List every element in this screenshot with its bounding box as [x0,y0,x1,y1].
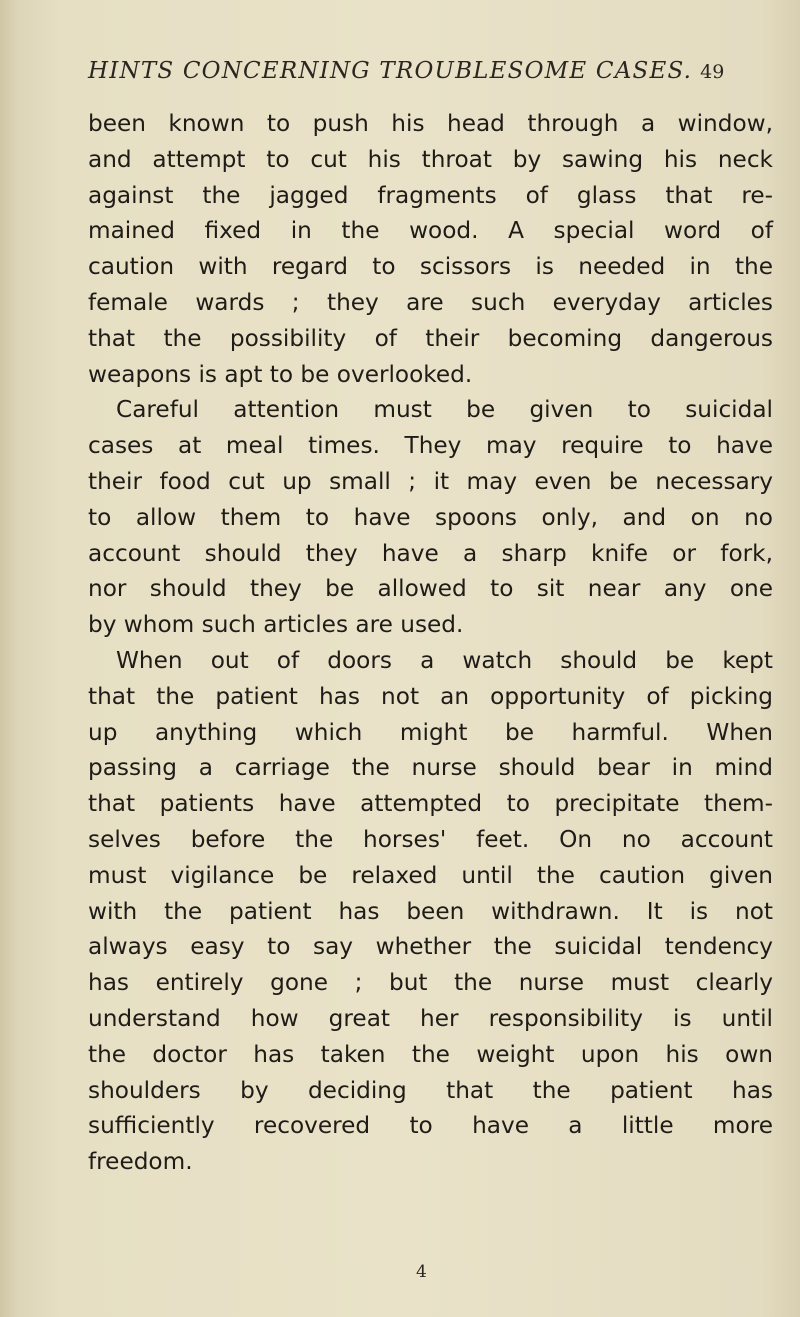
paragraph-first-line: Careful attention must be given to suicidal [116,396,773,424]
text-line: by whom such articles are used. [88,611,464,639]
text-line: and attempt to cut his throat by sawing his neck [88,145,773,173]
paragraph-first-line: When out of doors a watch should be kept [116,646,773,674]
body-text [88,106,773,1180]
text-line: passing a carriage the nurse should bear in mind [88,754,773,782]
text-line: female wards ; they are such everyday articles [88,288,773,316]
text-line: freedom. [88,1148,193,1176]
text-line: with the patient has been withdrawn. It is not [88,897,773,925]
text-line: always easy to say whether the suicidal tendency [88,933,773,961]
text-line: weapons is apt to be overlooked. [88,360,473,388]
text-line: that the patient has not an opportunity of picking [88,682,773,710]
text-line: their food cut up small ; it may even be necessary [88,467,773,495]
text-line: caution with regard to scissors is needed in the [88,253,773,281]
page-number: 49 [700,61,725,83]
text-line: selves before the horses' feet. On no account [88,825,773,853]
text-line: must vigilance be relaxed until the caution given [88,861,773,889]
text-line: has entirely gone ; but the nurse must clearly [88,969,773,997]
text-line: cases at meal times. They may require to have [88,432,773,460]
text-line: understand how great her responsibility is until [88,1004,773,1032]
text-line: nor should they be allowed to sit near any one [88,575,773,603]
text-line: that the possibility of their becoming dangerous [88,324,773,352]
signature-mark: 4 [416,1262,427,1282]
text-line: account should they have a sharp knife or fork, [88,539,773,567]
text-line: the doctor has taken the weight upon his own [88,1040,773,1068]
text-line: up anything which might be harmful. When [88,718,773,746]
text-line: shoulders by deciding that the patient has [88,1076,773,1104]
text-line: to allow them to have spoons only, and on no [88,503,773,531]
text-line: that patients have attempted to precipitate them- [88,790,773,818]
text-line: mained fixed in the wood. A special word of [88,217,773,245]
running-head-title: HINTS CONCERNING TROUBLESOME CASES. [88,58,693,84]
text-line: against the jagged fragments of glass that re- [88,181,773,209]
text-line: sufficiently recovered to have a little more [88,1112,773,1140]
text-line: been known to push his head through a window, [88,110,773,137]
running-head [88,58,778,92]
